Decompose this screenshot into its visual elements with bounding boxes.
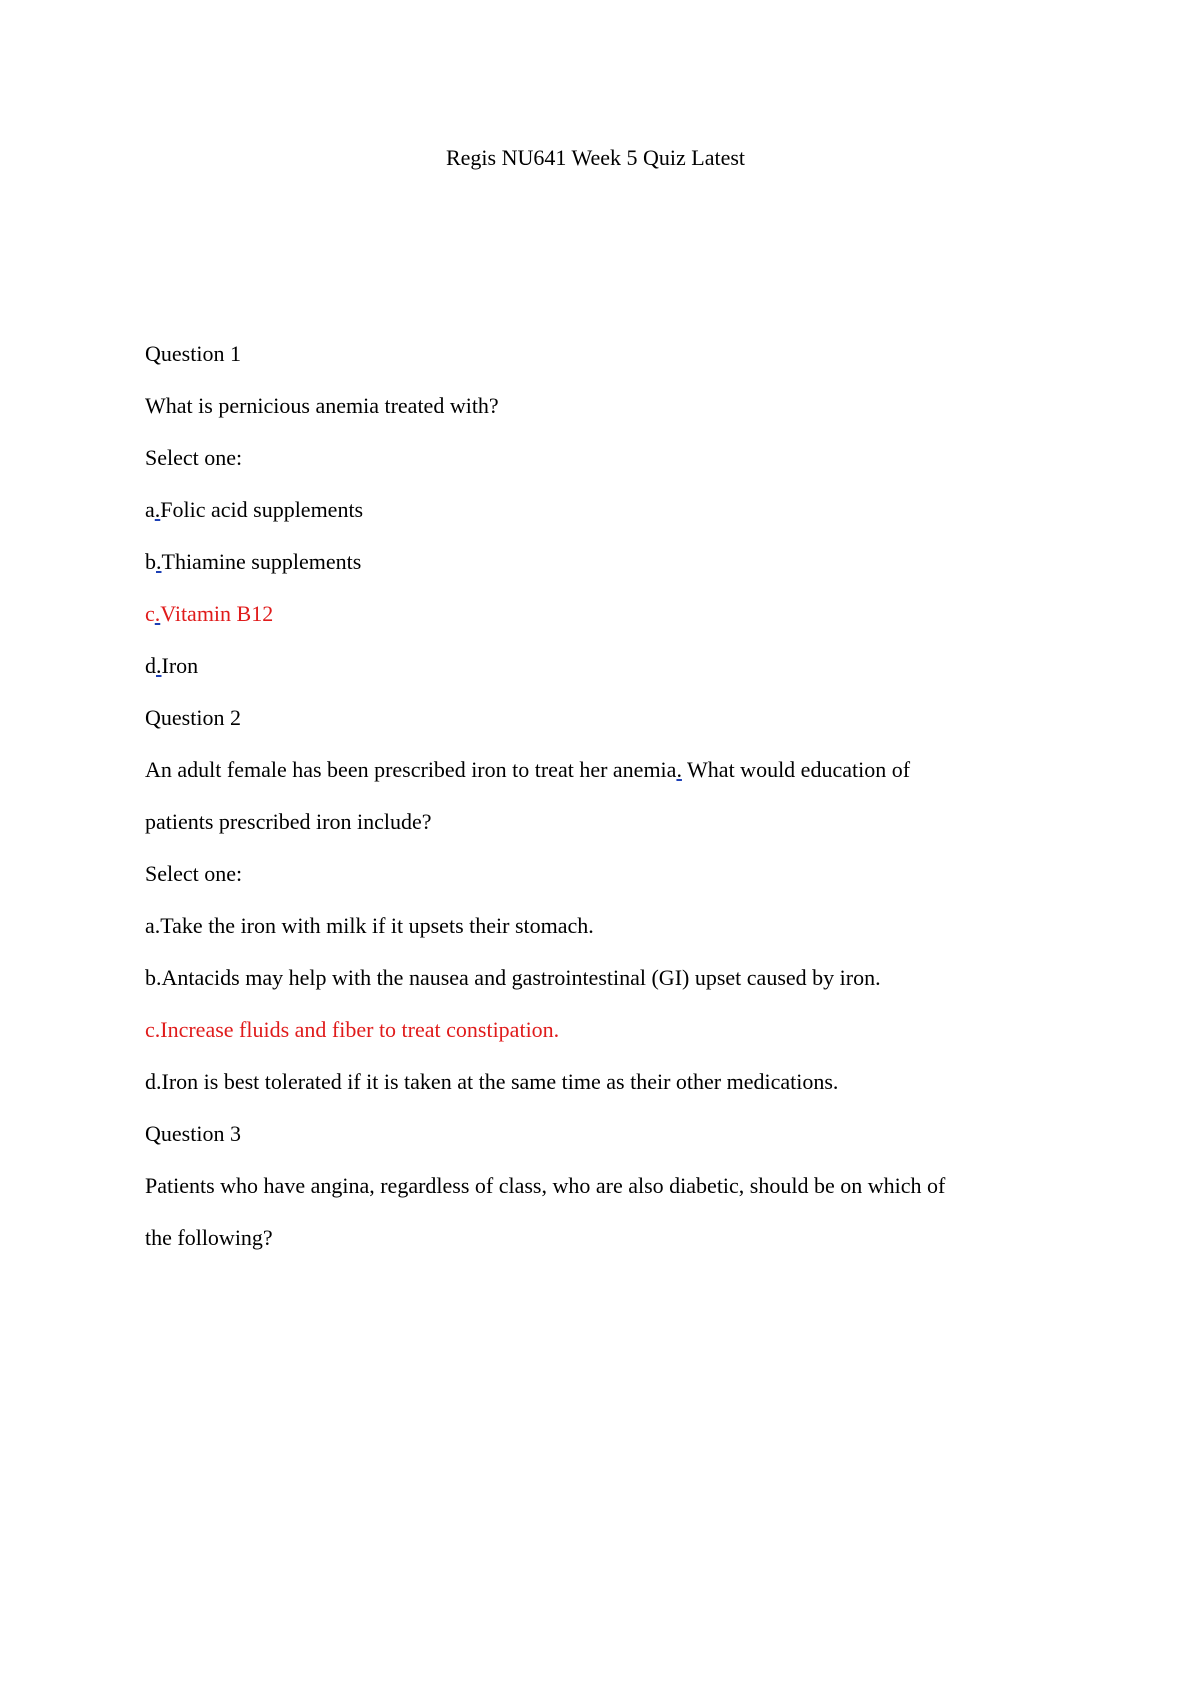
- option-separator: .: [156, 549, 162, 574]
- question-1-instruction: Select one:: [145, 445, 243, 470]
- option-text: Thiamine supplements: [161, 549, 362, 574]
- question-2-option-d: d.Iron is best tolerated if it is taken at the same time as their other medications.: [145, 1069, 839, 1094]
- question-2-instruction: Select one:: [145, 861, 243, 886]
- question-3-heading: Question 3: [145, 1121, 241, 1146]
- option-text: Folic acid supplements: [160, 497, 364, 522]
- question-1-heading: Question 1: [145, 341, 241, 366]
- question-1-option-a: [145, 496, 363, 524]
- question-2-option-b: b.Antacids may help with the nausea and gastrointestinal (GI) upset caused by iron.: [145, 965, 881, 990]
- prompt-text: What would education of: [681, 757, 911, 782]
- question-1-option-d: [145, 652, 198, 680]
- option-letter: b: [145, 549, 156, 574]
- option-letter: d: [145, 653, 156, 678]
- option-text: Iron: [161, 653, 199, 678]
- option-letter: a: [145, 497, 155, 522]
- question-1-prompt: What is pernicious anemia treated with?: [145, 393, 499, 418]
- option-text: Vitamin B12: [160, 601, 274, 626]
- question-2-heading: Question 2: [145, 705, 241, 730]
- prompt-separator: .: [676, 757, 682, 782]
- prompt-text: An adult female has been prescribed iron to treat her anemia: [145, 757, 677, 782]
- question-1-option-c-correct: [145, 600, 273, 628]
- option-separator: .: [156, 653, 162, 678]
- option-letter: c: [145, 601, 155, 626]
- question-1-option-b: [145, 548, 361, 576]
- question-2-option-c-correct: c.Increase fluids and fiber to treat constipation.: [145, 1017, 560, 1042]
- question-2-prompt: [145, 756, 910, 784]
- question-3-prompt-line-2: the following?: [145, 1225, 273, 1250]
- option-separator: .: [154, 497, 161, 522]
- question-2-prompt-line-2: patients prescribed iron include?: [145, 809, 432, 834]
- question-2-option-a: a.Take the iron with milk if it upsets their stomach.: [145, 913, 594, 938]
- document-title: Regis NU641 Week 5 Quiz Latest: [445, 145, 746, 170]
- question-3-prompt: Patients who have angina, regardless of class, who are also diabetic, should be on which of: [145, 1173, 946, 1198]
- option-separator: .: [154, 601, 161, 626]
